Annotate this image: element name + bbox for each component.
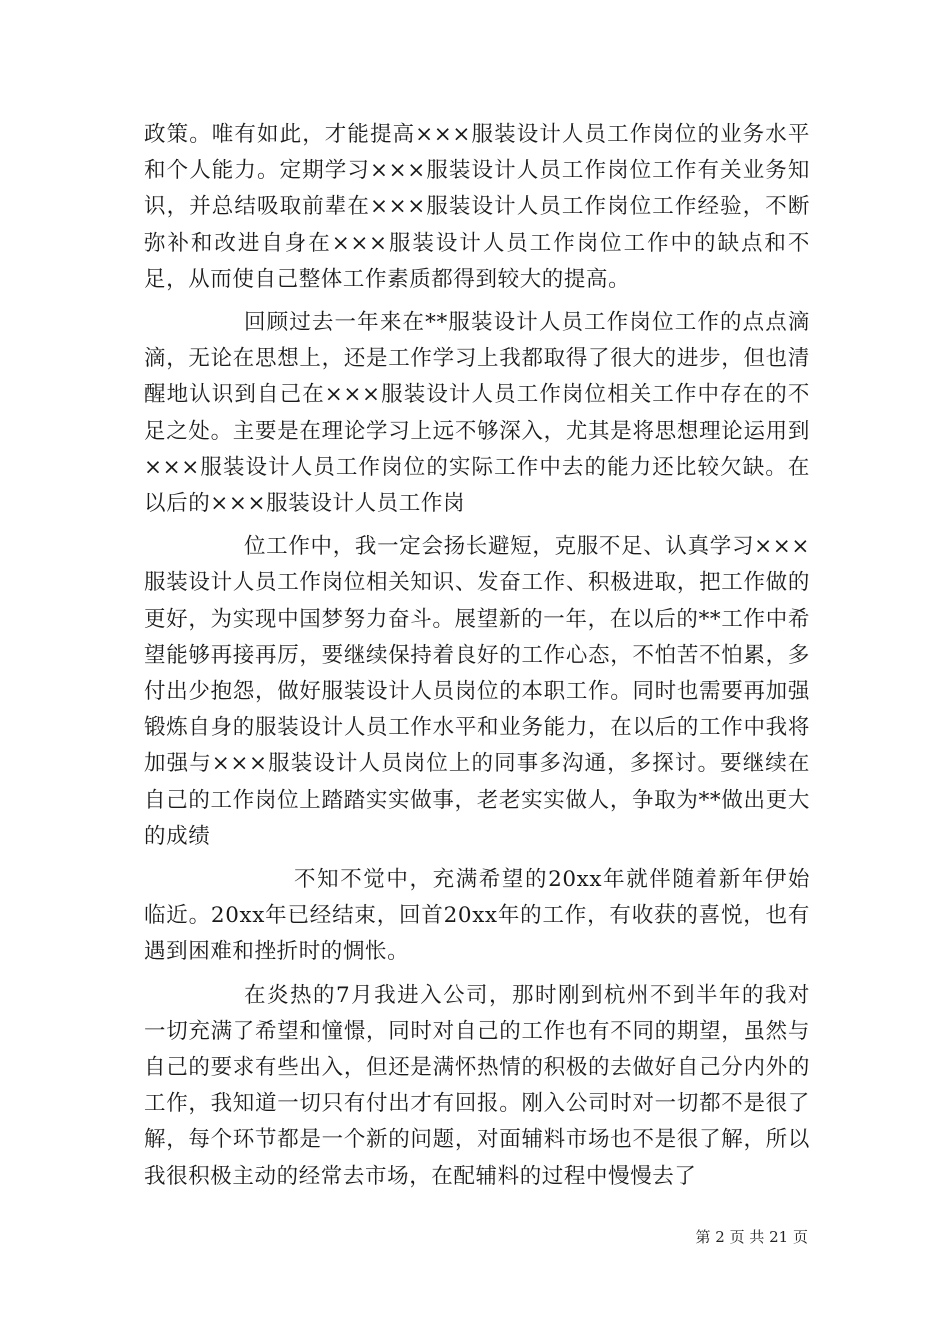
document-body xyxy=(144,117,810,1195)
paragraph-new-year: 不知不觉中，充满希望的20xx年就伴随着新年伊始临近。20xx年已经结束，回首20xx年的工作，有收获的喜悦，也有遇到困难和挫折时的惆怅。 xyxy=(144,867,810,965)
paragraph-year-review: 回顾过去一年来在**服装设计人员工作岗位工作的点点滴滴，无论在思想上，还是工作学习上我都取得了很大的进步，但也清醒地认识到自己在×××服装设计人员工作岗位相关工作中存在的不足之处。主要是在理论学习上远不够深入，尤其是将思想理论运用到×××服装设计人员工作岗位的实际工作中去的能力还比较欠缺。在以后的×××服装设计人员工作岗 xyxy=(144,310,810,517)
paragraph-future-plan: 位工作中，我一定会扬长避短，克服不足、认真学习×××服装设计人员工作岗位相关知识、发奋工作、积极进取，把工作做的更好，为实现中国梦努力奋斗。展望新的一年，在以后的**工作中希望能够再接再厉，要继续保持着良好的工作心态，不怕苦不怕累，多付出少抱怨，做好服装设计人员岗位的本职工作。同时也需要再加强锻炼自身的服装设计人员工作水平和业务能力，在以后的工作中我将加强与×××服装设计人员岗位上的同事多沟通，多探讨。要继续在自己的工作岗位上踏踏实实做事，老老实实做人，争取为**做出更大的成绩 xyxy=(144,534,810,849)
paragraph-policy-study: 政策。唯有如此，才能提高×××服装设计人员工作岗位的业务水平和个人能力。定期学习×××服装设计人员工作岗位工作有关业务知识，并总结吸取前辈在×××服装设计人员工作岗位工作经验，不断弥补和改进自身在×××服装设计人员工作岗位工作中的缺点和不足，从而使自己整体工作素质都得到较大的提高。 xyxy=(144,122,810,292)
paragraph-joining-company: 在炎热的7月我进入公司，那时刚到杭州不到半年的我对一切充满了希望和憧憬，同时对自己的工作也有不同的期望，虽然与自己的要求有些出入，但还是满怀热情的积极的去做好自己分内外的工作，我知道一切只有付出才有回报。刚入公司时对一切都不是很了解，每个环节都是一个新的问题，对面辅料市场也不是很了解，所以我很积极主动的经常去市场，在配辅料的过程中慢慢去了 xyxy=(144,982,810,1189)
page-number-footer: 第 2 页 共 21 页 xyxy=(695,1228,808,1246)
